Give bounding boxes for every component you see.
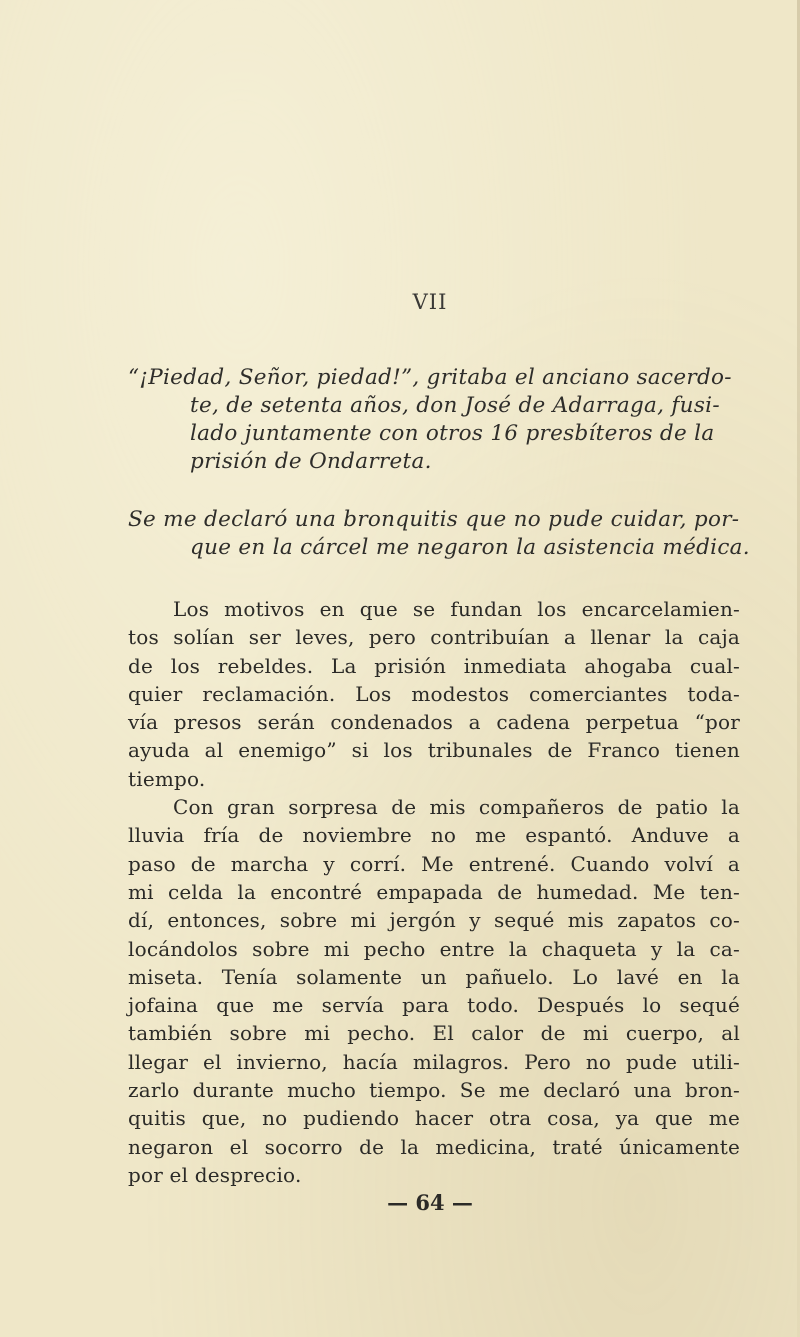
body-line: por el desprecio. [128,1162,302,1187]
body-line: negaron el socorro de la medicina, traté únicamente [128,1134,740,1159]
page-number: — 64 — [387,1190,473,1215]
epigraph-line: “¡Piedad, Señor, piedad!”, gritaba el anciano sacerdo- [128,365,732,390]
epigraph-quote [128,364,738,476]
epigraph-line: te, de setenta años, don José de Adarraga, fusi- [190,393,720,418]
body-line: Con gran sorpresa de mis compañeros de patio la [173,795,740,820]
body-line: locándolos sobre mi pecho entre la chaqueta y la ca- [128,936,740,961]
body-line: tos solían ser leves, pero contribuían a llenar la caja [128,625,740,650]
body-line: de los rebeldes. La prisión inmediata ahogaba cual- [128,653,740,678]
body-line: lluvia fría de noviembre no me espantó. Anduve a [128,823,740,848]
chapter-heading: VII [412,290,448,314]
body-line: paso de marcha y corrí. Me entrené. Cuando volví a [128,851,740,876]
body-line: quitis que, no pudiendo hacer otra cosa, ya que me [128,1106,740,1131]
epigraph-line: prisión de Ondarreta. [190,449,432,474]
body-line: mi celda la encontré empapada de humedad. Me ten- [128,879,740,904]
epigraph-line: lado juntamente con otros 16 presbíteros de la [190,421,715,446]
body-line: vía presos serán condenados a cadena perpetua “por [128,710,740,735]
body-text [128,595,740,1189]
body-line: miseta. Tenía solamente un pañuelo. Lo lavé en la [128,964,740,989]
body-line: ayuda al enemigo” si los tribunales de Franco tienen [128,738,740,763]
body-line: llegar el invierno, hacía milagros. Pero no pude utili- [128,1049,740,1074]
body-line: tiempo. [128,766,206,791]
epigraph-statement [128,506,750,562]
epigraph-line: que en la cárcel me negaron la asistencia médica. [190,535,750,560]
body-line: también sobre mi pecho. El calor de mi cuerpo, al [128,1021,740,1046]
body-line: zarlo durante mucho tiempo. Se me declaró una bron- [128,1078,740,1103]
body-line: jofaina que me servía para todo. Después lo sequé [128,993,740,1018]
body-line: dí, entonces, sobre mi jergón y sequé mis zapatos co- [128,908,740,933]
body-line: Los motivos en que se fundan los encarcelamien- [173,597,740,621]
body-line: quier reclamación. Los modestos comerciantes toda- [128,681,740,706]
epigraph-line: Se me declaró una bronquitis que no pude cuidar, por- [128,507,740,532]
